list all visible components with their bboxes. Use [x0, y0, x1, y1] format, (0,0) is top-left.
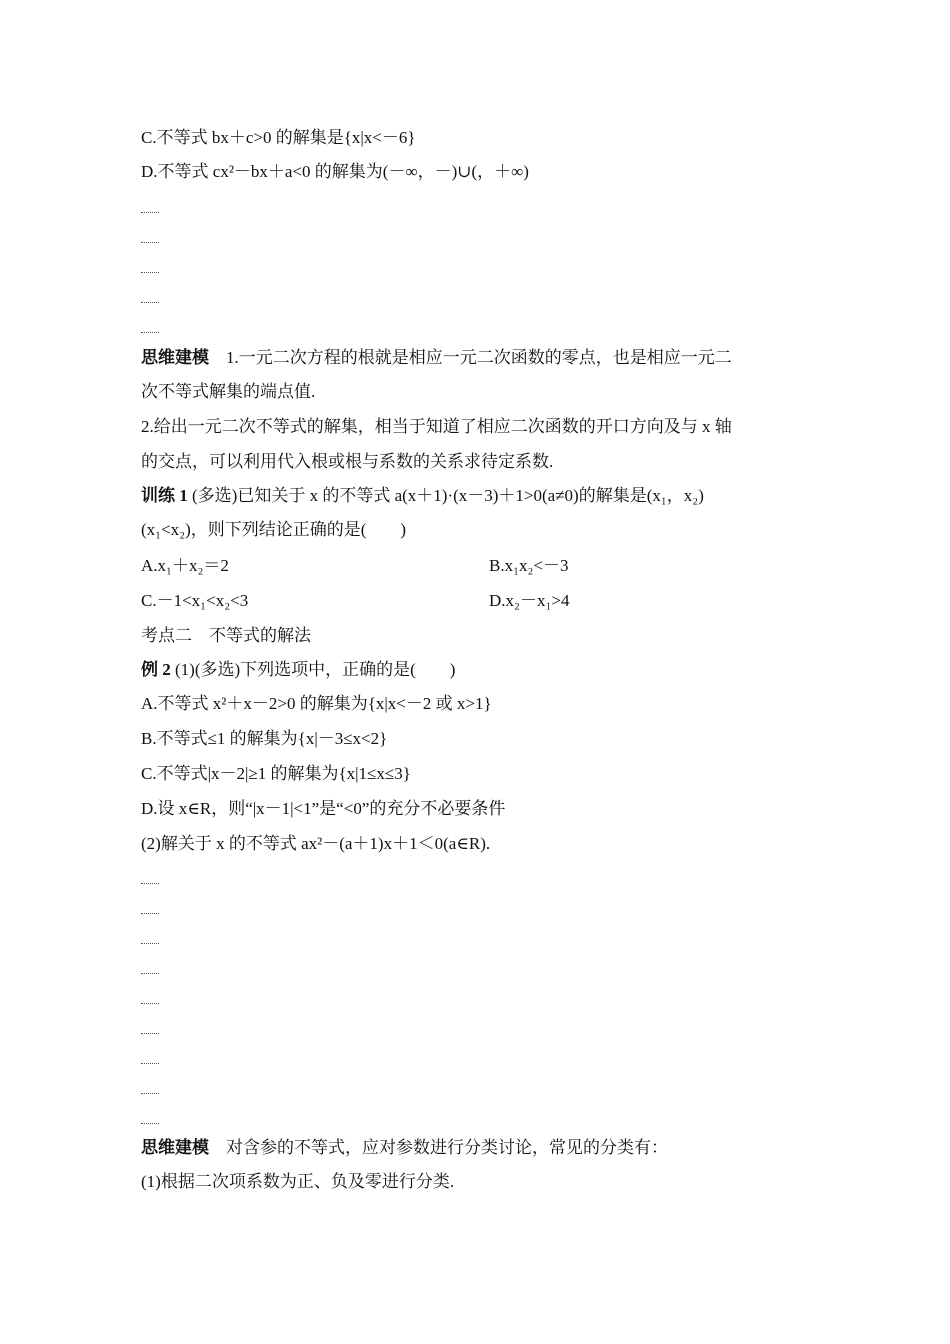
xunlian-option-a: A.x₁＋x₂＝2	[141, 556, 229, 575]
xunlian-stem	[141, 484, 704, 508]
answer-blank-line	[141, 242, 159, 243]
xunlian-stem-text: 已知关于 x 的不等式 a(x＋1)·(x－3)＋1>0(a≠0)的解集是(x₁，x₂)	[237, 486, 704, 505]
answer-blank-line	[141, 1003, 159, 1004]
example-option-d: D.设 x∈R，则“|x－1|<1”是“<0”的充分不必要条件	[141, 799, 506, 818]
answer-blank-line	[141, 913, 159, 914]
answer-blank-line	[141, 973, 159, 974]
siwei-text-2-cont: 的交点，可以利用代入根或根与系数的关系求待定系数.	[141, 452, 554, 471]
answer-blank-line	[141, 272, 159, 273]
siwei-text-2: 2.给出一元二次不等式的解集，相当于知道了相应二次函数的开口方向及与 x 轴	[141, 417, 732, 436]
option-c-line: C.不等式 bx＋c>0 的解集是{x|x<－6}	[141, 128, 416, 147]
siwei-text: 对含参的不等式，应对参数进行分类讨论，常见的分类有：	[226, 1138, 668, 1157]
xunlian-stem-cont: (x₁<x₂)，则下列结论正确的是( )	[141, 520, 407, 539]
answer-blank-line	[141, 212, 159, 213]
example-option-a: A.不等式 x²＋x－2>0 的解集为{x|x<－2 或 x>1}	[141, 694, 492, 713]
siwei-label: 思维建模	[141, 1138, 209, 1157]
siwei-paragraph-2	[141, 1136, 668, 1160]
answer-blank-line	[141, 883, 159, 884]
answer-blank-line	[141, 332, 159, 333]
answer-blank-line	[141, 1063, 159, 1064]
answer-blank-line	[141, 1033, 159, 1034]
option-d-line: D.不等式 cx²－bx＋a<0 的解集为(－∞，－)∪(，＋∞)	[141, 162, 529, 181]
siwei-item-1: (1)根据二次项系数为正、负及零进行分类.	[141, 1172, 455, 1191]
answer-blank-line	[141, 302, 159, 303]
siwei-text-cont: 次不等式解集的端点值.	[141, 382, 316, 401]
example-option-b: B.不等式≤1 的解集为{x|－3≤x<2}	[141, 729, 388, 748]
xunlian-option-c: C.－1<x₁<x₂<3	[141, 591, 249, 610]
example-2-stem	[141, 658, 455, 682]
section-heading: 考点二 不等式的解法	[141, 626, 311, 645]
xunlian-label: 训练 1	[141, 486, 188, 505]
siwei-text: 1.一元二次方程的根就是相应一元二次函数的零点，也是相应一元二	[226, 348, 732, 367]
siwei-label: 思维建模	[141, 348, 209, 367]
multi-choice-tag: (多选)	[192, 486, 238, 505]
answer-blank-line	[141, 1093, 159, 1094]
xunlian-option-b: B.x₁x₂<－3	[489, 556, 569, 575]
example-label: 例 2	[141, 660, 171, 679]
example-part-1: (1)(多选)下列选项中，正确的是( )	[175, 660, 456, 679]
answer-blank-line	[141, 1123, 159, 1124]
answer-blank-line	[141, 943, 159, 944]
example-part-2: (2)解关于 x 的不等式 ax²－(a＋1)x＋1＜0(a∈R).	[141, 834, 491, 853]
siwei-paragraph-1	[141, 346, 732, 370]
xunlian-option-d: D.x₂－x₁>4	[489, 591, 570, 610]
example-option-c: C.不等式|x－2|≥1 的解集为{x|1≤x≤3}	[141, 764, 411, 783]
